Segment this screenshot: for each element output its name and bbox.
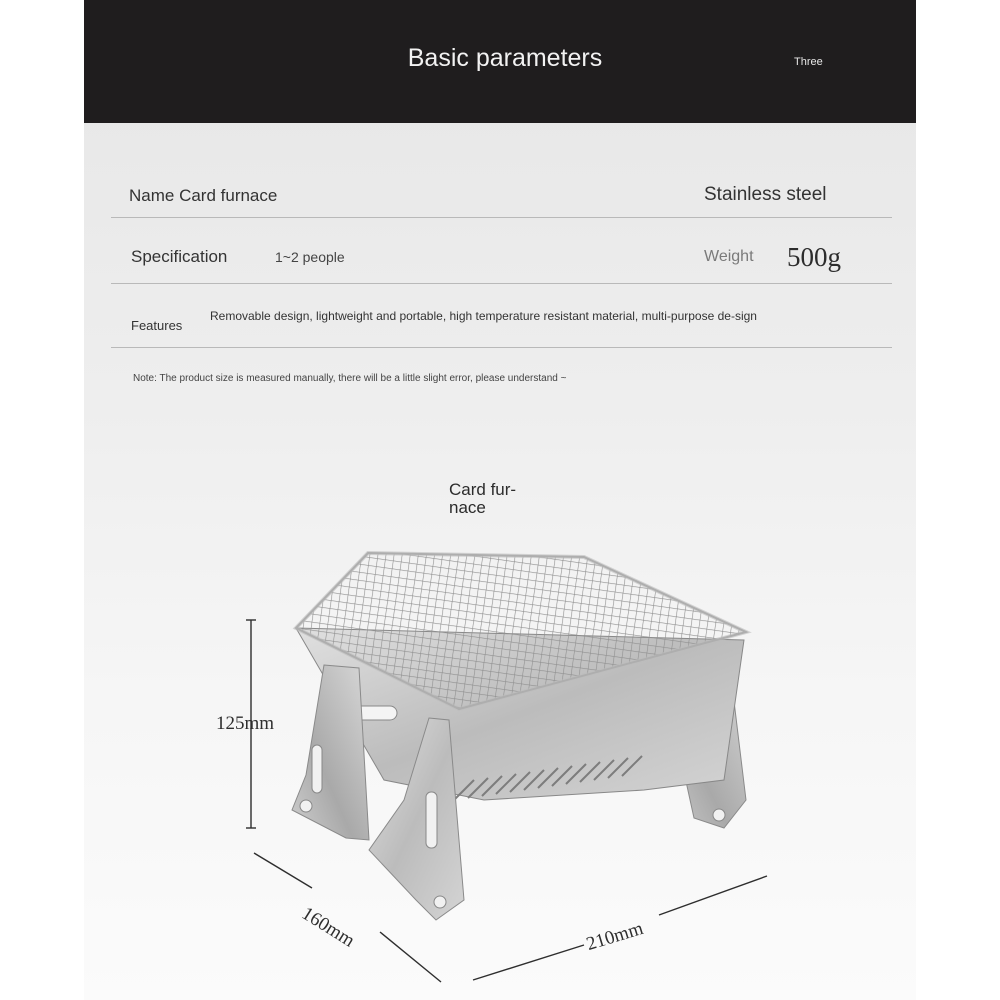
dimension-height: 125mm [216, 713, 275, 734]
weight-value: 500g [787, 242, 841, 272]
card-furnace-image [84, 0, 916, 1000]
features-label: Features [131, 318, 183, 333]
product-name: Name Card furnace [129, 186, 278, 205]
page-title: Basic parameters [407, 44, 603, 72]
measurement-note: Note: The product size is measured manually, there will be a little slight error, please understand ~ [133, 373, 567, 384]
dimension-width: 210mm [584, 918, 646, 956]
specification-label: Specification [131, 247, 228, 266]
material-value: Stainless steel [704, 184, 827, 205]
specification-value: 1~2 people [275, 249, 345, 265]
product-info-panel [84, 0, 916, 1000]
dimension-depth: 160mm [297, 903, 359, 952]
header-tag: Three [794, 56, 823, 68]
features-value: Removable design, lightweight and portable, high temperature resistant material, multi-purpose de-sign [210, 309, 757, 323]
leg-front-left [292, 665, 369, 840]
weight-label: Weight [704, 248, 754, 265]
product-caption: Card fur- nace [449, 480, 517, 517]
